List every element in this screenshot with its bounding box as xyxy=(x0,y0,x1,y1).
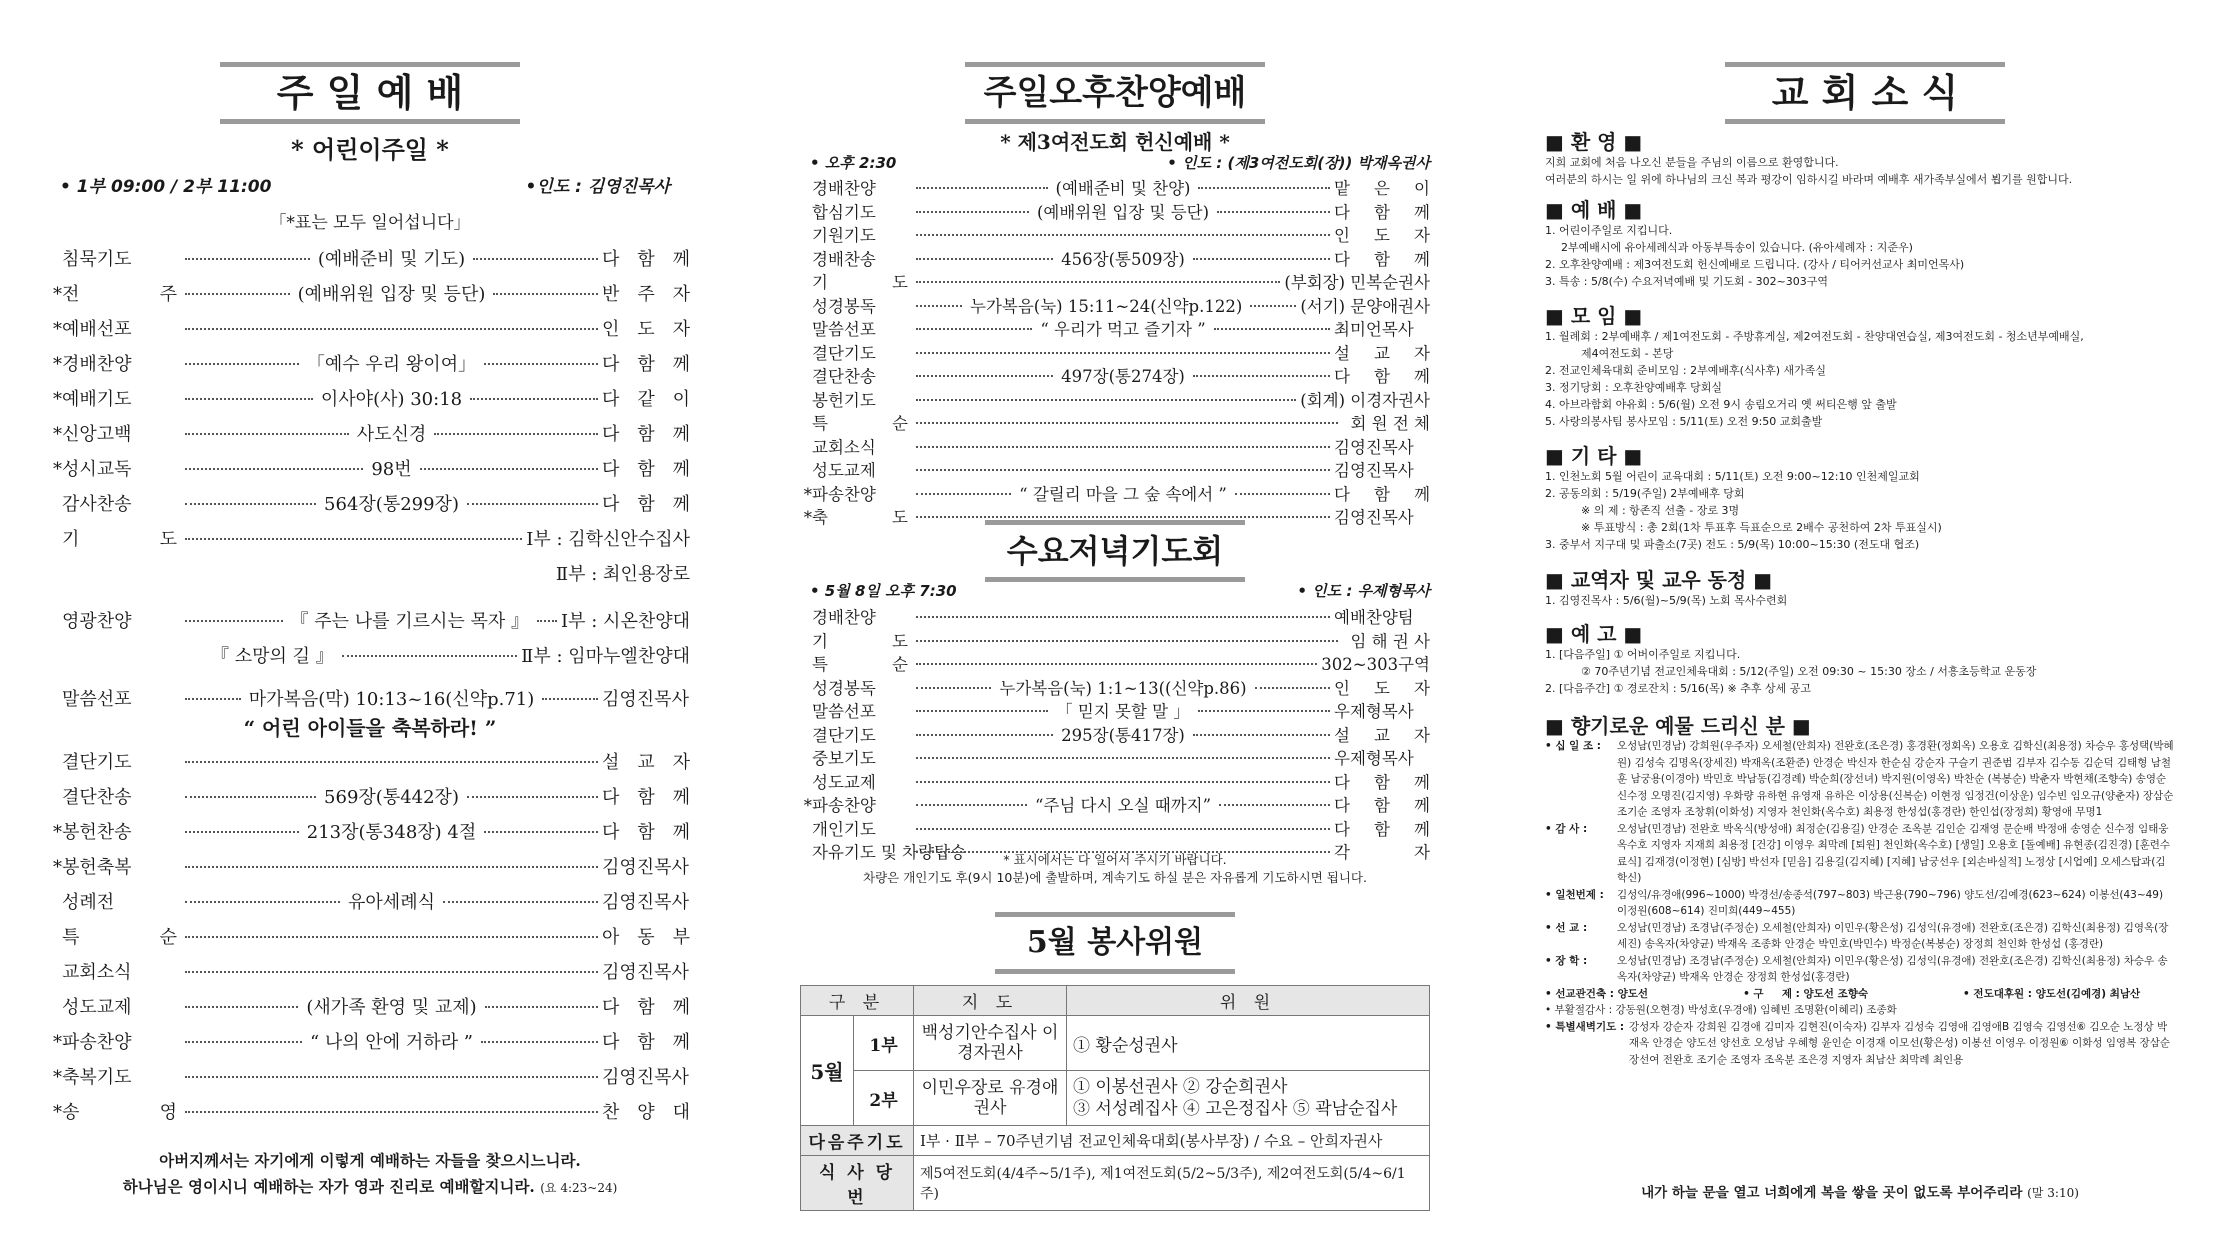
order-label: 축복기도 xyxy=(62,1067,132,1088)
order-row xyxy=(800,199,1430,223)
order-row xyxy=(50,1028,690,1063)
section-staff-news-heading: ■ 교역자 및 교우 동정 ■ xyxy=(1545,568,1773,592)
order-label: 중보기도 xyxy=(812,749,876,768)
order-star: * xyxy=(803,484,812,504)
section-welcome-heading: ■ 환 영 ■ xyxy=(1545,130,1643,154)
order-label: 말씀선포 xyxy=(812,702,876,721)
order-row xyxy=(800,792,1430,816)
order-detail: 누가복음(눅) 1:1~13((신약p.86) xyxy=(999,678,1247,698)
order-person: 설 교 자 xyxy=(1334,725,1430,745)
order-detail: 213장(통348장) 4절 xyxy=(306,822,477,843)
order-person: 김영진목사 xyxy=(602,962,689,983)
order-label: 개인기도 xyxy=(812,819,876,839)
order-detail: 456장(통509장) xyxy=(1061,249,1185,269)
section-preview: 1. [다음주일] ① 어버이주일로 지킵니다. ② 70주년기념 전교인체육대회 : 5/12(주일) 오전 09:30 ~ 15:30 장소 / 서흥초등학교 운동장 2. [다음주간] ① 경로잔치 : 5/16(목) ※ 추후 상세 공고 xyxy=(1545,648,2037,695)
order-row xyxy=(800,651,1430,675)
order-detail: 564장(통299장) xyxy=(324,494,459,515)
order-row xyxy=(800,604,1430,628)
glory-choir-1: Ⅰ부 : 시온찬양대 xyxy=(561,611,690,632)
order-label: 성례전 xyxy=(62,892,115,913)
order-label: 자유기도 및 차량탑승 xyxy=(812,843,966,862)
order-detail: “ 나의 안에 거하라 ” xyxy=(310,1032,474,1053)
order-row xyxy=(800,457,1430,481)
prayer-label: 기 도 xyxy=(62,529,177,550)
church-news-title: 교 회 소 식 xyxy=(1725,62,2005,124)
order-row xyxy=(800,481,1430,505)
section-meetings-heading: ■ 모 임 ■ xyxy=(1545,304,1643,328)
prayer-block xyxy=(50,525,690,720)
order-person: 다 함 께 xyxy=(602,822,691,843)
order-row xyxy=(50,853,690,888)
order-row xyxy=(800,363,1430,387)
order-person: 김영진목사 xyxy=(602,892,689,913)
service-time: • 1부 09:00 / 2부 11:00 xyxy=(60,177,272,197)
order-label: 합심기도 xyxy=(812,202,876,222)
order-detail: (새가족 환영 및 교제) xyxy=(306,997,477,1018)
order-person: 다 함 께 xyxy=(602,997,691,1018)
order-star: * xyxy=(53,284,62,305)
order-person: 다 함 께 xyxy=(602,424,690,445)
offering-easter: • 부활절감사 : 강동원(오현경) 박성호(우경애) 임혜빈 조명환(이혜리) 조종화 xyxy=(1545,1004,1897,1016)
order-label: 결단기도 xyxy=(62,752,132,773)
order-label: 교회소식 xyxy=(62,962,132,983)
section-offerings xyxy=(1545,738,2175,1068)
order-row xyxy=(800,316,1430,340)
offering-misc: • 선교관건축 : 양도선 • 구 제 : 양도선 조향숙 • 전도대후원 : 양도선(김예경) 최남산 xyxy=(1545,987,2141,1000)
order-label: 전 주 xyxy=(62,284,177,305)
part2-members-2: ③ 서성례집사 ④ 고은정집사 ⑤ 곽남순집사 xyxy=(1073,1099,1398,1119)
order-person: 김영진목사 xyxy=(1334,508,1414,527)
part1-leaders: 백성기안수집사 이경자권사 xyxy=(914,1016,1067,1071)
order-star: * xyxy=(53,459,62,480)
order-person: 맡 은 이 xyxy=(1334,179,1430,198)
order-person: 김영진목사 xyxy=(1334,437,1414,457)
order-label: 성도교제 xyxy=(812,461,876,480)
order-row xyxy=(50,455,690,490)
glory-song-1: 『 주는 나를 기르시는 목자 』 xyxy=(290,611,530,632)
order-star: * xyxy=(53,857,62,878)
order-row xyxy=(50,1098,690,1133)
order-person: 다 함 께 xyxy=(602,494,691,515)
order-person: (서기) 문양애권사 xyxy=(1300,296,1431,316)
wednesday-order-list xyxy=(800,604,1430,863)
order-label: 기 도 xyxy=(812,273,908,292)
order-label: 경배찬송 xyxy=(812,249,876,269)
standing-note: 「*표는 모두 일어섭니다」 xyxy=(269,213,471,233)
order-detail: “ 우리가 먹고 즐기자 ” xyxy=(1040,320,1206,339)
order-person: 회 원 전 체 xyxy=(1350,414,1430,433)
prayer-first-service: Ⅰ부 : 김학신안수집사 xyxy=(526,529,690,550)
order-label: 결단찬송 xyxy=(812,367,876,386)
prayer-second-service: Ⅱ부 : 최인용장로 xyxy=(555,564,690,585)
order-person: 각 자 xyxy=(1334,843,1430,862)
order-label: 성시교독 xyxy=(62,459,132,480)
th-category: 구 분 xyxy=(801,986,914,1016)
order-detail: (예배준비 및 기도) xyxy=(317,249,466,270)
afternoon-time: • 오후 2:30 xyxy=(810,154,897,172)
meal-duty-value: 제5여전도회(4/4주~5/1주), 제1여전도회(5/2~5/3주), 제2여전도회(5/4~6/1주) xyxy=(914,1156,1430,1211)
order-label: 봉헌찬송 xyxy=(62,822,132,843)
order-star: * xyxy=(53,1102,62,1123)
order-star: * xyxy=(53,319,62,340)
offering-mission: • 선 교 : 오성남(민경남) 조경남(주정순) 오세철(안희자) 이민우(황은성) 김성익(유경애) 전완호(조은경) 김학신(최용정) 김영옥(장세진) 송옥자(차양균) 박재옥 조종화 안경순 박민호(박민수) 박정순(복봉순) 장정희 천인화 한성섭 (홍경란) xyxy=(1545,921,2169,950)
order-star: * xyxy=(53,822,62,843)
order-detail: (예배준비 및 찬양) xyxy=(1055,179,1191,198)
order-row xyxy=(50,748,690,783)
order-person: 다 함 께 xyxy=(1334,484,1431,504)
section-welcome: 지희 교회에 처음 나오신 분들을 주님의 이름으로 환영합니다. 여러분의 하시는 일 위에 하나님의 크신 복과 평강이 임하시길 바라며 예배후 새가족부실에서 뵙기를 원합니다. xyxy=(1545,156,2073,186)
afternoon-worship-title: 주일오후찬양예배 xyxy=(965,62,1265,124)
order-row xyxy=(800,434,1430,458)
order-label: 파송찬양 xyxy=(812,484,876,504)
order-label: 기원기도 xyxy=(812,226,876,245)
part1-members: ① 황순성권사 xyxy=(1067,1016,1430,1071)
order-label: 성도교제 xyxy=(812,772,876,792)
order-person: 인 도 자 xyxy=(1334,226,1430,245)
order-person: 다 함 께 xyxy=(1334,772,1430,792)
order-label: 경배찬양 xyxy=(812,179,876,198)
order-person: 다 함 께 xyxy=(1334,202,1430,222)
order-person: 다 함 께 xyxy=(602,787,691,808)
order-row xyxy=(800,698,1430,722)
order-row xyxy=(50,490,690,525)
order-star: * xyxy=(53,1032,62,1053)
order-row xyxy=(50,1063,690,1098)
order-detail: 569장(통442장) xyxy=(324,787,459,808)
order-person: 우제형목사 xyxy=(1334,702,1414,721)
sunday-worship-subtitle: * 어린이주일 * xyxy=(291,135,449,164)
order-person: 예배찬양팀 xyxy=(1334,608,1414,627)
table-month: 5월 xyxy=(801,1016,854,1125)
order-list xyxy=(50,245,690,525)
volunteer-table xyxy=(800,985,1430,1211)
order-detail: “ 갈릴리 마을 그 숲 속에서 ” xyxy=(1019,484,1227,504)
order-row xyxy=(50,818,690,853)
order-person: 찬 양 대 xyxy=(602,1102,690,1123)
order-person: 302~303구역 xyxy=(1321,655,1430,674)
section-worship: 1. 어린이주일로 지킵니다. 2부예배시에 유아세례식과 아동부특송이 있습니다. (유아세례자 : 지준우) 2. 오후찬양예배 : 제3여전도회 헌신예배로 드립니다. (강사 / 티어커선교사 최미언목사) 3. 특송 : 5/8(수) 수요저녁예배 및 기도회 - 302~303구역 xyxy=(1545,224,1965,288)
order-person: 다 함 께 xyxy=(602,354,691,375)
order-row xyxy=(50,280,690,315)
section-worship-heading: ■ 예 배 ■ xyxy=(1545,198,1643,222)
order-star: * xyxy=(803,796,812,815)
offering-dawn-prayer: • 특별새벽기도 : 강성자 강순자 강희원 김경애 김미자 김현진(이숙자) 김부자 김성숙 김영애 김영애B 김영숙 김영선⑥ 김오순 노정상 박재옥 안경순 양도선 양선호 오성남 우혜형 윤인순 이경재 이모선(황은성) 이봉선 이영우 이정원⑥ 이화성 임영복 장삼순 장선여 전완호 조기순 조영자 조옥분 조은경 지영자 최남산 최막례 최인용 xyxy=(1545,1020,2171,1066)
order-person: 다 함 께 xyxy=(602,1032,691,1053)
section-offerings-heading: ■ 향기로운 예물 드리신 분 ■ xyxy=(1545,714,1811,738)
order-label: 침묵기도 xyxy=(62,249,132,270)
order-person: 김영진목사 xyxy=(602,1067,689,1088)
order-detail: 98번 xyxy=(371,459,412,480)
order-label: 송 영 xyxy=(62,1102,177,1123)
order-row xyxy=(50,245,690,280)
order-label: 성경봉독 xyxy=(812,678,876,698)
section-other: 1. 인천노회 5월 어린이 교육대회 : 5/11(토) 오전 9:00~12:10 인천제일교회 2. 공동의회 : 5/19(주일) 2부예배후 당회 ※ 의 제 : 항존직 선출 - 장로 3명 ※ 투표방식 : 총 2회(1차 투표후 득표순으로 2배수 공천하여 2차 투표실시) 3. 중부서 지구대 및 파출소(7곳) 전도 : 5/9(목) 10:00~15:30 (전도대 협조) xyxy=(1545,470,1942,551)
offering-tithe: • 십 일 조 : 오성남(민경남) 강희원(우주자) 오세철(안희자) 전완호(조은경) 홍경환(정회옥) 오용호 김학신(최용정) 차승우 홍성택(박혜원) 김성숙 김명옥(장세진) 박재옥(조환준) 안경순 박신자 한순심 강순자 구슬기 권준범 김부자 김수동 김순덕 김태형 남철훈 남궁용(이경아) 박민호 박남동(김경례) 박순희(장선녀) 박지원(이영옥) 박찬순 (복봉순) 박춘자 박현채(조향숙) 송영순 신수정 오명진(김지영) 우화량 유하현 유영재 유하은 이상용(신복순) 이현정 임정건(이상운) 임수빈 임오규(양춘자) 장삼순 조기순 조영자 조창휘(이화성) 지영자 천인화(옥수호) 최용정 한성섭(홍경란) 한인섭(장정희) 황영애 무명1 xyxy=(1545,740,2174,818)
order-label: 결단찬송 xyxy=(62,787,132,808)
service-leader: •인도 : 김영진목사 xyxy=(525,177,670,197)
glory-label: 영광찬양 xyxy=(62,611,132,632)
order-person: 우제형목사 xyxy=(1334,749,1414,768)
order-person: 인 도 자 xyxy=(602,319,690,340)
scripture-quote xyxy=(50,1148,690,1201)
order-row xyxy=(50,923,690,958)
next-week-prayer-value: Ⅰ부 · Ⅱ부 – 70주년기념 전교인체육대회(봉사부장) / 수요 – 안희자권사 xyxy=(914,1126,1430,1156)
order-row xyxy=(800,175,1430,199)
order-label: 특 순 xyxy=(812,655,908,674)
order-detail: (예배위원 입장 및 등단) xyxy=(1036,202,1210,222)
order-row xyxy=(800,769,1430,793)
part2-members-1: ① 이봉선권사 ② 강순희권사 xyxy=(1073,1077,1288,1097)
order-row xyxy=(800,675,1430,699)
section-staff-news: 1. 김영진목사 : 5/6(월)~5/9(목) 노회 목사수련회 xyxy=(1545,594,1788,607)
order-row xyxy=(50,888,690,923)
order-star: * xyxy=(803,508,812,527)
afternoon-worship-subtitle: * 제3여전도회 헌신예배 * xyxy=(1000,130,1230,154)
order-list-2 xyxy=(50,748,690,1133)
may-volunteers-title: 5월 봉사위원 xyxy=(995,912,1235,974)
order-detail: 「 믿지 못할 말 」 xyxy=(1056,702,1190,721)
order-person: (회계) 이경자권사 xyxy=(1300,390,1430,410)
wednesday-note-1: * 표시에서는 다 일어서 주시기 바랍니다. xyxy=(1003,852,1227,867)
order-row xyxy=(800,340,1430,364)
order-star: * xyxy=(53,1067,62,1088)
order-person: 설 교 자 xyxy=(1334,343,1430,363)
order-row xyxy=(800,222,1430,246)
order-label: 신앙고백 xyxy=(62,424,132,445)
order-row xyxy=(800,269,1430,293)
part2-leaders: 이민우장로 유경애권사 xyxy=(914,1071,1067,1126)
order-label: 봉헌축복 xyxy=(62,857,132,878)
order-row xyxy=(50,385,690,420)
order-row xyxy=(800,387,1430,411)
order-person: 다 함 께 xyxy=(602,459,691,480)
order-row xyxy=(800,745,1430,769)
table-part-2: 2부 xyxy=(869,1090,898,1111)
order-person: 다 함 께 xyxy=(1334,249,1430,269)
order-row xyxy=(50,958,690,993)
order-detail: 497장(통274장) xyxy=(1061,367,1185,386)
wednesday-prayer-title: 수요저녁기도회 xyxy=(985,520,1245,582)
order-detail: 「예수 우리 왕이여」 xyxy=(306,354,477,375)
order-star: * xyxy=(53,424,62,445)
sermon-row: 말씀선포 마가복음(막) 10:13~16(신약p.71) 김영진목사 xyxy=(50,685,690,720)
order-person: 아 동 부 xyxy=(602,927,690,948)
order-person: 다 함 께 xyxy=(1334,796,1430,815)
order-star: * xyxy=(53,389,62,410)
order-row xyxy=(800,722,1430,746)
order-label: 결단기도 xyxy=(812,725,876,745)
afternoon-order-list xyxy=(800,175,1430,528)
order-label: 봉헌기도 xyxy=(812,390,876,410)
quote-reference: (요 4:23~24) xyxy=(540,1181,618,1195)
order-label: 감사찬송 xyxy=(62,494,132,515)
order-person: 설 교 자 xyxy=(602,752,690,773)
offering-thousand: • 일천번제 : 김성익/유경애(996~1000) 박경선/송종석(797~803) 박근용(790~796) 양도선/김예경(623~624) 이봉선(43~49) 이정원(608~614) 진미희(449~455) xyxy=(1545,888,2164,917)
order-person: 반 주 자 xyxy=(602,284,691,305)
wednesday-leader: • 인도 : 우제형목사 xyxy=(1297,582,1430,600)
order-row xyxy=(800,628,1430,652)
order-row xyxy=(50,783,690,818)
order-row xyxy=(50,350,690,385)
order-person: 임 해 권 사 xyxy=(1350,631,1430,651)
glory-choir-2: Ⅱ부 : 임마누엘찬양대 xyxy=(521,646,690,667)
meal-duty-label: 식 사 당 번 xyxy=(801,1156,914,1211)
order-row xyxy=(50,315,690,350)
th-members: 위 원 xyxy=(1067,986,1430,1016)
order-row xyxy=(50,420,690,455)
table-part-1: 1부 xyxy=(854,1016,914,1071)
order-label: 파송찬양 xyxy=(812,796,876,815)
order-label: 성경봉독 xyxy=(812,296,876,316)
order-detail: 사도신경 xyxy=(356,424,427,445)
order-row xyxy=(800,246,1430,270)
wednesday-note-2: 차량은 개인기도 후(9시 10분)에 출발하며, 계속기도 하실 분은 자유롭게 기도하시면 됩니다. xyxy=(863,870,1367,885)
order-label: 경배찬양 xyxy=(812,608,876,627)
sermon-preacher: 김영진목사 xyxy=(602,689,689,710)
order-row xyxy=(800,816,1430,840)
th-leader: 지 도 xyxy=(914,986,1067,1016)
afternoon-leader: • 인도 : (제3여전도회(장)) 박재옥권사 xyxy=(1167,154,1430,172)
news-footer-quote: 내가 하늘 문을 열고 너희에게 복을 쌓을 곳이 없도록 부어주리라 (말 3:10) xyxy=(1641,1185,2079,1201)
order-person: 인 도 자 xyxy=(1334,678,1430,698)
next-week-prayer-label: 다음주기도 xyxy=(801,1126,914,1156)
section-preview-heading: ■ 예 고 ■ xyxy=(1545,622,1643,646)
order-person: 다 함 께 xyxy=(1334,819,1430,839)
order-person: 다 함 께 xyxy=(1334,367,1430,386)
sermon-scripture: 마가복음(막) 10:13~16(신약p.71) xyxy=(248,689,535,710)
order-label: 기 도 xyxy=(812,631,908,651)
order-label: 성도교제 xyxy=(62,997,132,1018)
offering-scholarship: • 장 학 : 오성남(민경남) 조경남(주정순) 오세철(안희자) 이민우(황은성) 김성익(유경애) 전완호(조은경) 김학신(최용정) 차승우 송옥자(차양균) 박재옥 안경순 장정희 한성섭(홍경란) xyxy=(1545,954,2168,983)
order-star: * xyxy=(53,354,62,375)
quote-line-1: 아버지께서는 자기에게 이렇게 예배하는 자들을 찾으시느니라. xyxy=(159,1151,581,1170)
order-label: 예배선포 xyxy=(62,319,132,340)
order-label: 결단기도 xyxy=(812,343,876,363)
quote-line-2: 하나님은 영이시니 예배하는 자가 영과 진리로 예배할지니라. xyxy=(122,1177,535,1196)
order-label: 특 순 xyxy=(62,927,177,948)
order-person: 다 같 이 xyxy=(602,389,691,410)
order-label: 경배찬양 xyxy=(62,354,132,375)
offering-thanks: • 감 사 : 오성남(민경남) 전완호 박옥식(방성애) 최정순(김용길) 안경순 조옥분 김인순 김재영 문순배 박정애 송영순 신수정 임태웅 옥수호 지영자 지재희 최용정 [건강] 이영우 최막례 [퇴원] 천인화(옥수호) [생일] 오용호 [돌예배] 유현종(김진경) [훈련수료식] 김재경(이정현) [심방] 박선자 [믿음] 김용길(김지혜) [지혜] 남궁선우 [외손바실적] 노정상 [시업예] 오세스탑과(김학신) xyxy=(1545,822,2171,884)
order-person: 김영진목사 xyxy=(602,857,689,878)
order-row xyxy=(800,410,1430,434)
order-label: 교회소식 xyxy=(812,437,876,457)
order-row xyxy=(800,293,1430,317)
order-detail: “주님 다시 오실 때까지” xyxy=(1034,796,1212,815)
sunday-worship-title: 주 일 예 배 xyxy=(220,62,520,124)
section-other-heading: ■ 기 타 ■ xyxy=(1545,444,1643,468)
order-row xyxy=(50,993,690,1028)
order-person: 다 함 께 xyxy=(602,249,690,270)
order-label: 특 순 xyxy=(812,414,908,433)
wednesday-time: • 5월 8일 오후 7:30 xyxy=(810,582,957,600)
order-detail: (예배위원 입장 및 등단) xyxy=(297,284,486,305)
glory-song-2: 『 소망의 길 』 xyxy=(211,646,334,667)
order-person: 김영진목사 xyxy=(1334,461,1414,480)
order-label: 말씀선포 xyxy=(812,320,876,339)
order-label: 축 도 xyxy=(812,508,908,527)
order-label: 예배기도 xyxy=(62,389,132,410)
order-detail: 295장(통417장) xyxy=(1061,725,1185,745)
order-person: (부회장) 민복순권사 xyxy=(1284,273,1430,292)
order-person: 최미언목사 xyxy=(1334,320,1414,339)
order-detail: 유아세례식 xyxy=(348,892,435,913)
order-detail: 이사야(사) 30:18 xyxy=(320,389,463,410)
sermon-title: “ 어린 아이들을 축복하라! ” xyxy=(243,716,497,740)
section-meetings: 1. 월례회 : 2부예배후 / 제1여전도회 - 주방휴게실, 제2여전도회 - 찬양대연습실, 제3여전도회 - 청소년부예배실, 제4여전도회 - 본당 2. 전교인체육대회 준비모임 : 2부예배후(식사후) 새가족실 3. 정기당회 : 오후찬양예배후 당회실 4. 아브라함회 야유회 : 5/6(월) 오전 9시 송림오거리 옛 써티은행 앞 출발 5. 사랑의봉사팀 봉사모임 : 5/11(토) 오전 9:50 교회출발 xyxy=(1545,330,2084,428)
order-detail: 누가복음(눅) 15:11~24(신약p.122) xyxy=(970,296,1243,316)
order-label: 파송찬양 xyxy=(62,1032,132,1053)
